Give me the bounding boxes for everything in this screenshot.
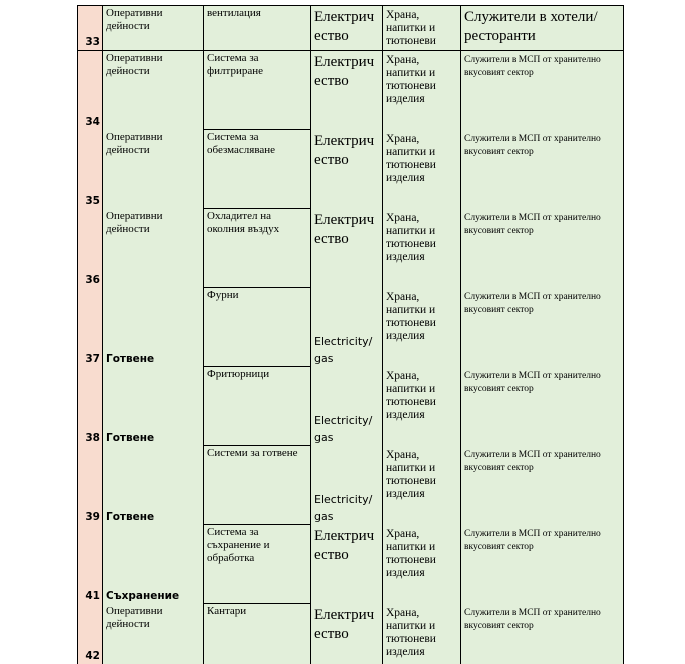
area-cell [103, 6, 204, 50]
area-cell-text: Оперативни дейности [106, 605, 163, 630]
energy-cell-text: Електричество [314, 212, 375, 247]
energy-cell-text: Electricity/gas [314, 414, 373, 444]
energy-cell [311, 130, 383, 209]
equipment-cell [204, 6, 311, 50]
table-row [78, 209, 623, 288]
row-number-text: 42 [85, 650, 100, 662]
row-number-text: 36 [85, 274, 100, 286]
staff-cell-text: Служители в МСП от хранително вкусовият сектор [464, 55, 601, 78]
table-row [78, 51, 623, 130]
equipment-cell [204, 209, 311, 288]
area-cell-text: Готвене [106, 511, 155, 523]
equipment-cell-text: Охладител на околния въздух [207, 210, 280, 235]
equipment-cell [204, 288, 311, 367]
area-cell [103, 209, 204, 288]
sector-cell-text: Храна, напитки и тютюневи [386, 9, 436, 47]
staff-cell-text: Служители в МСП от хранително вкусовият сектор [464, 134, 601, 157]
staff-cell-text: Служители в МСП от хранително вкусовият сектор [464, 450, 601, 473]
equipment-cell-text: Система за съхранение и обработка [207, 526, 270, 564]
area-cell-text: Оперативни дейности [106, 210, 163, 235]
equipment-cell [204, 367, 311, 446]
energy-cell [311, 604, 383, 664]
staff-cell [461, 367, 623, 446]
staff-cell-text: Служители в МСП от хранително вкусовият сектор [464, 213, 601, 236]
equipment-cell-text: Система за обезмасляване [207, 131, 276, 156]
area-cell-text: Оперативни дейности [106, 7, 163, 32]
row-number-text: 33 [85, 36, 100, 48]
staff-cell-text: Служители в МСП от хранително вкусовият сектор [464, 292, 601, 315]
equipment-table [77, 5, 624, 664]
equipment-cell [204, 130, 311, 209]
staff-cell-text: Служители в МСП от хранително вкусовият сектор [464, 608, 601, 631]
row-number-text: 37 [85, 353, 100, 365]
table-row [78, 446, 623, 525]
table-row [78, 604, 623, 664]
sector-cell-text: Храна, напитки и тютюневи изделия [386, 54, 436, 105]
area-cell-text: Оперативни дейности [106, 52, 163, 77]
energy-cell [311, 367, 383, 446]
area-cell [103, 604, 204, 664]
area-cell [103, 446, 204, 525]
staff-cell [461, 51, 623, 130]
sector-cell-text: Храна, напитки и тютюневи изделия [386, 449, 436, 500]
row-number [78, 130, 103, 209]
energy-cell-text: Електричество [314, 133, 375, 168]
sector-cell-text: Храна, напитки и тютюневи изделия [386, 370, 436, 421]
equipment-cell-text: Фурни [207, 289, 239, 301]
row-number [78, 446, 103, 525]
sector-cell [383, 209, 461, 288]
table-row [78, 367, 623, 446]
energy-cell-text: Електричество [314, 54, 375, 89]
sector-cell-text: Храна, напитки и тютюневи изделия [386, 212, 436, 263]
equipment-cell-text: Фритюрници [207, 368, 270, 380]
sector-cell [383, 130, 461, 209]
equipment-cell [204, 604, 311, 664]
row-number-text: 41 [85, 590, 100, 602]
energy-cell-text: Electricity/gas [314, 335, 373, 365]
table-row [78, 288, 623, 367]
sector-cell [383, 288, 461, 367]
energy-cell [311, 51, 383, 130]
row-number [78, 288, 103, 367]
row-number [78, 604, 103, 664]
staff-cell-text: Служители в хотели/ресторанти [464, 9, 598, 44]
sector-cell [383, 604, 461, 664]
energy-cell [311, 525, 383, 604]
energy-cell-text: Електричество [314, 528, 375, 563]
energy-cell-text: Електричество [314, 9, 375, 44]
energy-cell [311, 288, 383, 367]
staff-cell [461, 6, 623, 50]
staff-cell-text: Служители в МСП от хранително вкусовият сектор [464, 371, 601, 394]
area-cell [103, 288, 204, 367]
sector-cell [383, 446, 461, 525]
staff-cell-text: Служители в МСП от хранително вкусовият сектор [464, 529, 601, 552]
row-number-text: 35 [85, 195, 100, 207]
staff-cell [461, 288, 623, 367]
equipment-cell [204, 51, 311, 130]
row-number-text: 38 [85, 432, 100, 444]
sector-cell [383, 367, 461, 446]
area-cell-text: Оперативни дейности [106, 131, 163, 156]
row-number [78, 209, 103, 288]
staff-cell [461, 525, 623, 604]
area-cell [103, 367, 204, 446]
area-cell-text: Готвене [106, 353, 155, 365]
staff-cell [461, 446, 623, 525]
equipment-cell-text: Системи за готвене [207, 447, 298, 459]
row-number-text: 39 [85, 511, 100, 523]
equipment-cell [204, 446, 311, 525]
table-row [78, 6, 623, 51]
equipment-cell-text: Система за филтриране [207, 52, 263, 77]
staff-cell [461, 209, 623, 288]
staff-cell [461, 130, 623, 209]
area-cell [103, 51, 204, 130]
row-number-text: 34 [85, 116, 100, 128]
equipment-cell [204, 525, 311, 604]
row-number [78, 6, 103, 50]
table-row [78, 525, 623, 604]
energy-cell [311, 446, 383, 525]
sector-cell-text: Храна, напитки и тютюневи изделия [386, 133, 436, 184]
equipment-cell-text: вентилация [207, 7, 261, 19]
equipment-cell-text: Кантари [207, 605, 247, 617]
area-cell-text: Готвене [106, 432, 155, 444]
row-number [78, 51, 103, 130]
sector-cell-text: Храна, напитки и тютюневи изделия [386, 528, 436, 579]
energy-cell [311, 6, 383, 50]
energy-cell [311, 209, 383, 288]
row-number [78, 367, 103, 446]
area-cell [103, 525, 204, 604]
sector-cell-text: Храна, напитки и тютюневи изделия [386, 291, 436, 342]
sector-cell [383, 51, 461, 130]
energy-cell-text: Electricity/gas [314, 493, 373, 523]
table-row [78, 130, 623, 209]
row-number [78, 525, 103, 604]
energy-cell-text: Електричество [314, 607, 375, 642]
area-cell [103, 130, 204, 209]
sector-cell-text: Храна, напитки и тютюневи изделия [386, 607, 436, 658]
area-cell-text: Съхранение [106, 590, 180, 602]
sector-cell [383, 6, 461, 50]
staff-cell [461, 604, 623, 664]
sector-cell [383, 525, 461, 604]
